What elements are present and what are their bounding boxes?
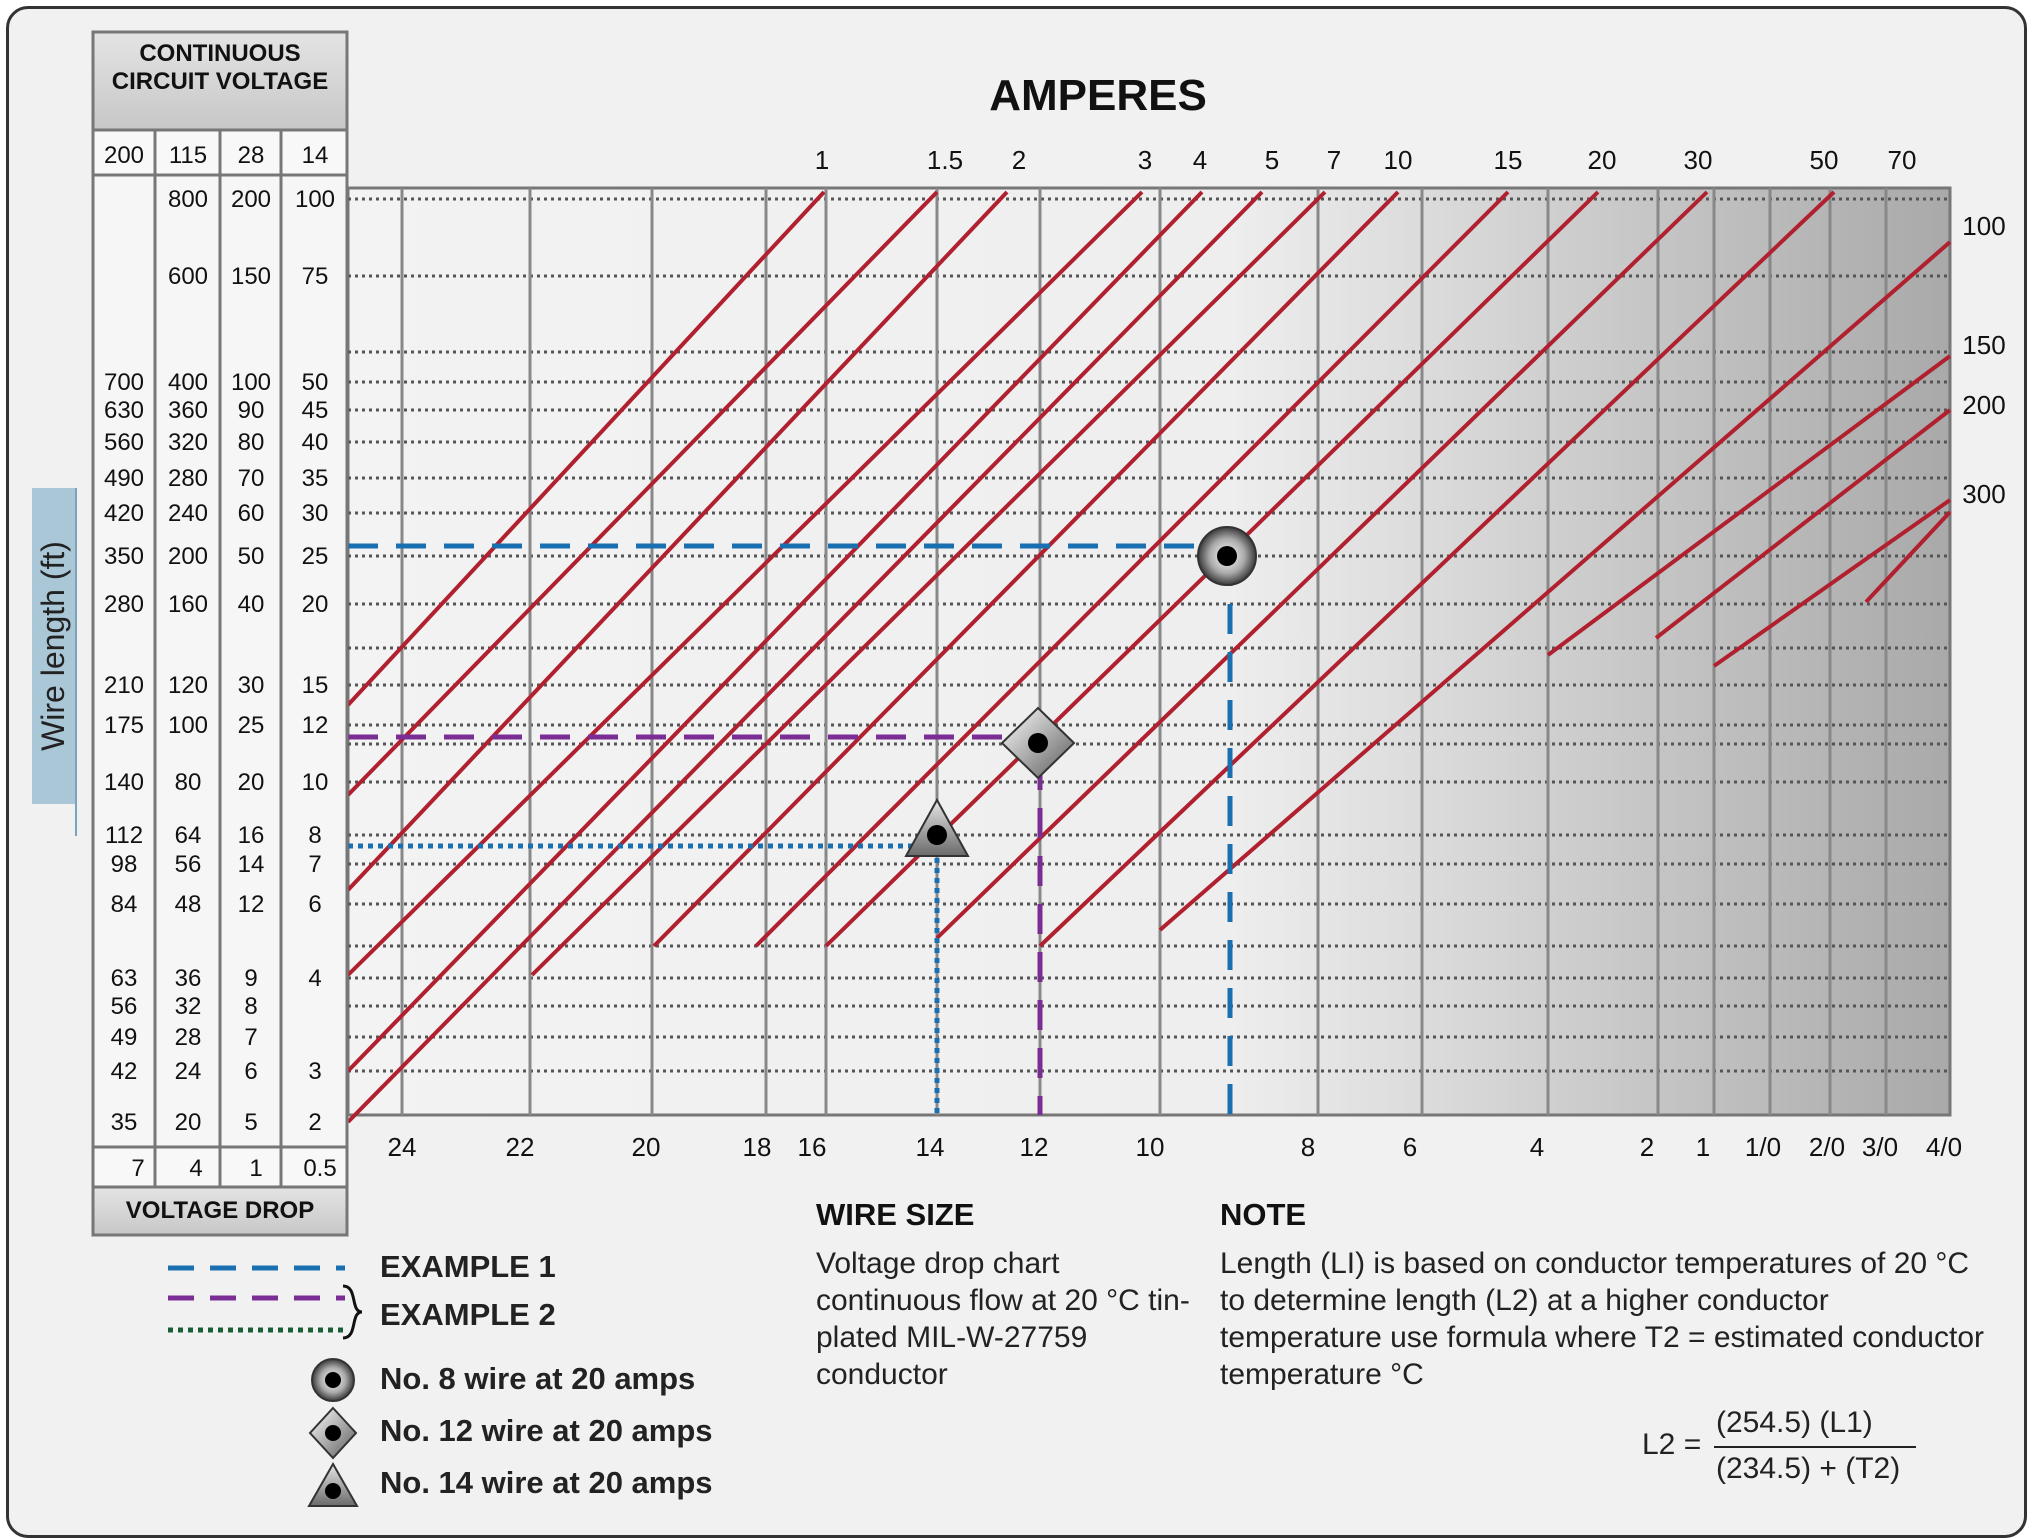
voltage-table-cell: 112 <box>104 822 144 849</box>
formula-lhs: L2 = <box>1642 1428 1702 1461</box>
ampere-label: 70 <box>1887 145 1917 175</box>
wire-size-label: 20 <box>631 1132 661 1162</box>
voltage-table-cell: 160 <box>167 591 209 618</box>
ampere-label: 50 <box>1809 145 1839 175</box>
voltage-table-cell: 210 <box>103 672 145 699</box>
wire-size-label: 4/0 <box>1925 1132 1963 1162</box>
ampere-label: 30 <box>1683 145 1713 175</box>
voltage-table-cell: 12 <box>237 891 265 918</box>
y-axis-label: Wire length (ft) <box>35 541 71 751</box>
formula-denominator: (234.5) + (T2) <box>1716 1452 1901 1485</box>
voltage-table-cell: 35 <box>301 465 329 492</box>
voltage-table-header: CONTINUOUS CIRCUIT VOLTAGE <box>111 40 329 95</box>
voltage-table-cell: 40 <box>301 429 329 456</box>
voltage-table-cell: 7 <box>308 851 322 878</box>
wire-size-label: 24 <box>387 1132 417 1162</box>
voltage-drop-cell: 7 <box>131 1155 145 1182</box>
voltage-table-cell: 15 <box>301 672 329 699</box>
voltage-table-cell: 28 <box>174 1024 202 1051</box>
voltage-table-cell: 8 <box>308 822 322 849</box>
voltage-table-cell: 20 <box>174 1109 202 1136</box>
voltage-table-cell: 75 <box>301 263 329 290</box>
marker-disc <box>1198 527 1256 585</box>
voltage-table-cell: 36 <box>174 965 202 992</box>
voltage-table-cell: 100 <box>230 369 272 396</box>
wire-size-label: 12 <box>1019 1132 1049 1162</box>
formula-numerator: (254.5) (L1) <box>1716 1406 1873 1439</box>
voltage-table-cell: 98 <box>110 851 138 878</box>
voltage-table-cell: 24 <box>174 1058 202 1085</box>
voltage-table-cell: 7 <box>244 1024 258 1051</box>
voltage-table-cell: 6 <box>244 1058 258 1085</box>
ampere-label: 200 <box>1962 390 2006 420</box>
legend-item-8: No. 8 wire at 20 amps <box>380 1361 696 1396</box>
voltage-table-cell: 400 <box>167 369 209 396</box>
voltage-table-cell: 200 <box>167 543 209 570</box>
voltage-table-cell: 420 <box>103 500 145 527</box>
ampere-label: 150 <box>1962 330 2006 360</box>
wire-size-label: 2 <box>1639 1132 1655 1162</box>
voltage-table-cell: 42 <box>110 1058 138 1085</box>
voltage-table-cell: 30 <box>237 672 265 699</box>
legend <box>168 1268 362 1506</box>
formula-bar <box>1714 1446 1916 1448</box>
voltage-header-cell: 115 <box>168 142 208 169</box>
voltage-table-cell: 84 <box>110 891 138 918</box>
voltage-table-cell: 20 <box>237 769 265 796</box>
voltage-header-cell: 14 <box>301 142 329 169</box>
voltage-table-cell: 50 <box>301 369 329 396</box>
voltage-table-cell: 800 <box>167 186 209 213</box>
voltage-table-cell: 350 <box>103 543 145 570</box>
voltage-table-cell: 50 <box>237 543 265 570</box>
chart-title: AMPERES <box>989 71 1207 120</box>
ampere-label: 3 <box>1137 145 1153 175</box>
wire-size-label: 6 <box>1402 1132 1418 1162</box>
voltage-table-cell: 240 <box>167 500 209 527</box>
wire-size-label: 4 <box>1529 1132 1545 1162</box>
voltage-table-cell: 25 <box>301 543 329 570</box>
wire-size-label: 18 <box>742 1132 772 1162</box>
voltage-table-cell: 80 <box>237 429 265 456</box>
voltage-table-cell: 4 <box>308 965 322 992</box>
voltage-table-cell: 49 <box>110 1024 138 1051</box>
voltage-table-cell: 10 <box>301 769 329 796</box>
voltage-table-cell: 70 <box>237 465 265 492</box>
voltage-table-cell: 14 <box>237 851 265 878</box>
legend-triangle-icon <box>309 1464 357 1506</box>
wire-size-label: 1/0 <box>1744 1132 1782 1162</box>
voltage-table-cell: 140 <box>103 769 145 796</box>
legend-example2: EXAMPLE 2 <box>380 1297 556 1332</box>
ampere-label: 100 <box>1962 211 2006 241</box>
wire-size-labels <box>388 1132 1963 1162</box>
ampere-label: 15 <box>1493 145 1523 175</box>
plot-area <box>348 188 1950 1115</box>
voltage-table-cell: 150 <box>230 263 272 290</box>
voltage-table-cell: 600 <box>167 263 209 290</box>
voltage-table-cell: 320 <box>167 429 209 456</box>
voltage-drop-cell: 4 <box>189 1155 203 1182</box>
note-title: NOTE <box>1220 1197 1307 1232</box>
voltage-table-cell: 5 <box>244 1109 258 1136</box>
ampere-right-labels <box>1962 211 2005 509</box>
voltage-header-cell: 28 <box>237 142 265 169</box>
legend-disc-icon <box>312 1359 354 1401</box>
voltage-table-cell: 40 <box>237 591 265 618</box>
wire-size-title: WIRE SIZE <box>816 1197 975 1232</box>
voltage-table-cell: 56 <box>110 993 138 1020</box>
wire-size-label: 10 <box>1135 1132 1165 1162</box>
voltage-table-cell: 175 <box>103 712 145 739</box>
voltage-table-cell: 12 <box>301 712 329 739</box>
legend-item-14: No. 14 wire at 20 amps <box>380 1465 713 1500</box>
voltage-table-cell: 2 <box>308 1109 322 1136</box>
voltage-header-cell: 200 <box>103 142 145 169</box>
ampere-label: 1.5 <box>926 145 964 175</box>
voltage-table-cell: 100 <box>294 186 336 213</box>
wire-size-label: 2/0 <box>1808 1132 1846 1162</box>
voltage-table-cell: 490 <box>103 465 145 492</box>
wire-size-label: 1 <box>1695 1132 1711 1162</box>
wire-size-label: 22 <box>505 1132 535 1162</box>
voltage-table-cell: 64 <box>174 822 202 849</box>
voltage-table-cell: 32 <box>174 993 202 1020</box>
voltage-table-cell: 16 <box>237 822 265 849</box>
voltage-table-cell: 20 <box>301 591 329 618</box>
ampere-label: 1 <box>814 145 830 175</box>
voltage-table-cell: 48 <box>174 891 202 918</box>
ampere-label: 20 <box>1587 145 1617 175</box>
voltage-table-cell: 630 <box>103 397 145 424</box>
legend-example1: EXAMPLE 1 <box>380 1249 556 1284</box>
voltage-drop-cell: 0.5 <box>303 1155 337 1182</box>
voltage-table-cell: 6 <box>308 891 322 918</box>
legend-item-12: No. 12 wire at 20 amps <box>380 1413 713 1448</box>
wire-size-text: Voltage drop chart continuous flow at 20 °C tin-plated MIL-W-27759 conductor <box>816 1247 1190 1391</box>
voltage-table-cell: 100 <box>167 712 209 739</box>
voltage-table-cell: 3 <box>308 1058 322 1085</box>
voltage-table-cell: 360 <box>167 397 209 424</box>
voltage-table-cell: 90 <box>237 397 265 424</box>
ampere-label: 10 <box>1383 145 1413 175</box>
voltage-table-cell: 8 <box>244 993 258 1020</box>
wire-size-label: 14 <box>915 1132 945 1162</box>
voltage-table-cell: 120 <box>167 672 209 699</box>
note-text: Length (LI) is based on conductor temperatures of 20 °C to determine length (L2) at a higher conductor temperature use formula where T2 = estimated conductor temperature °C <box>1220 1247 1985 1391</box>
wire-size-label: 8 <box>1300 1132 1316 1162</box>
voltage-table-cell: 200 <box>230 186 272 213</box>
voltage-table-cell: 45 <box>301 397 329 424</box>
wire-size-label: 16 <box>797 1132 827 1162</box>
ampere-label: 2 <box>1011 145 1027 175</box>
ampere-label: 5 <box>1264 145 1280 175</box>
legend-diamond-icon <box>310 1408 356 1458</box>
voltage-table-cell: 25 <box>237 712 265 739</box>
voltage-table-cell: 35 <box>110 1109 138 1136</box>
voltage-table-cell: 9 <box>244 965 258 992</box>
wire-size-label: 3/0 <box>1861 1132 1899 1162</box>
voltage-table-cell: 30 <box>301 500 329 527</box>
voltage-table-cell: 280 <box>103 591 145 618</box>
ampere-label: 7 <box>1326 145 1342 175</box>
voltage-table-cell: 60 <box>237 500 265 527</box>
voltage-table-cell: 56 <box>174 851 202 878</box>
ampere-top-labels <box>815 145 1917 175</box>
voltage-table-cell: 560 <box>103 429 145 456</box>
voltage-table-cell: 80 <box>174 769 202 796</box>
ampere-label: 4 <box>1192 145 1208 175</box>
voltage-drop-header: VOLTAGE DROP <box>125 1197 315 1224</box>
ampere-label: 300 <box>1962 479 2006 509</box>
voltage-table-cell: 280 <box>167 465 209 492</box>
voltage-table-cell: 700 <box>103 369 145 396</box>
voltage-table-cell: 63 <box>110 965 138 992</box>
voltage-drop-cell: 1 <box>249 1155 263 1182</box>
